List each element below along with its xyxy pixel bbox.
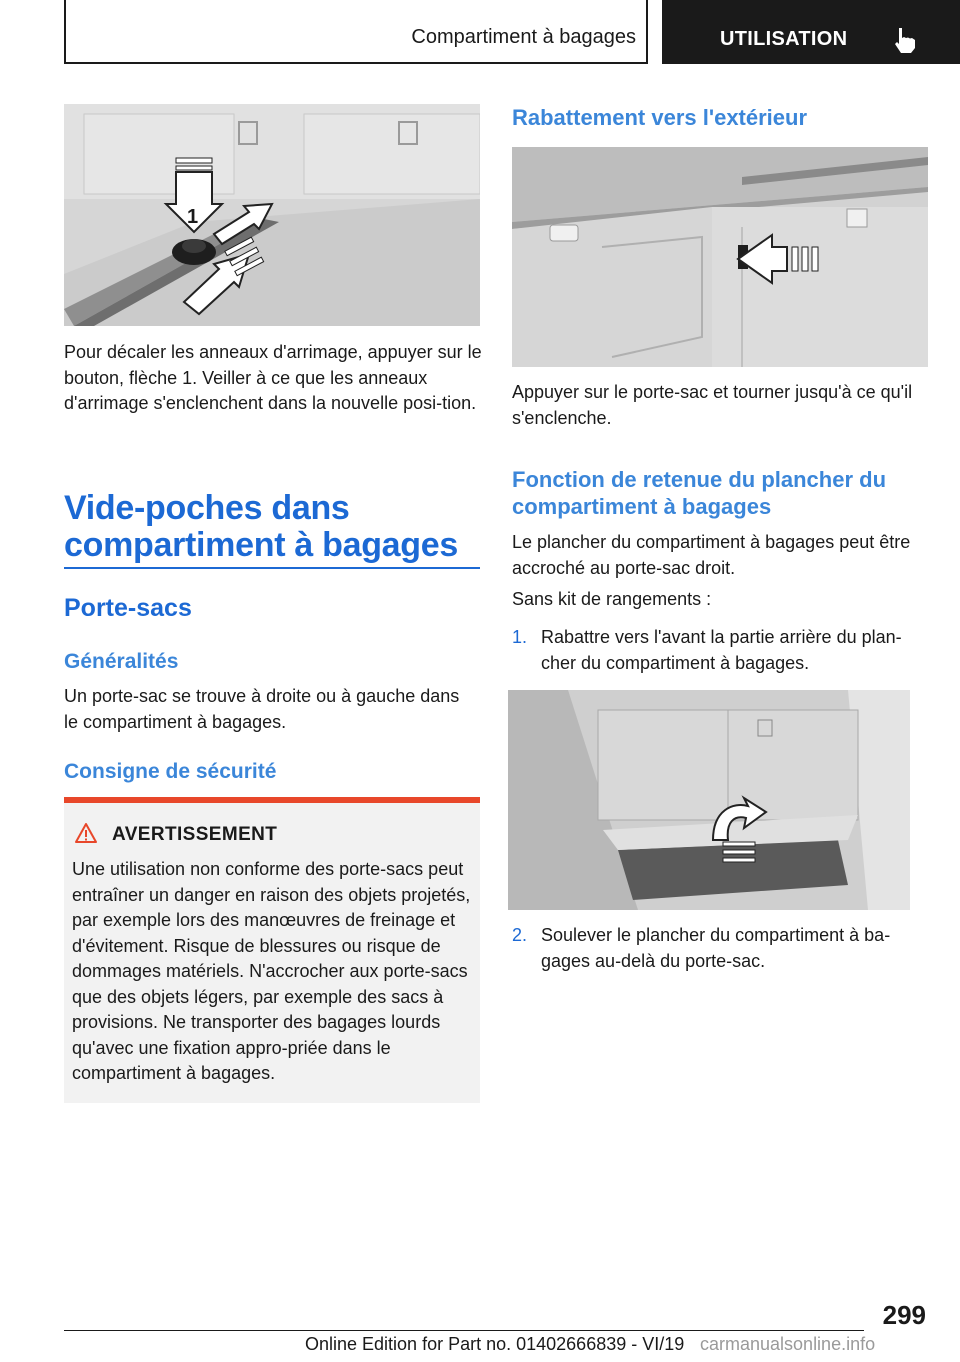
warning-triangle-icon	[74, 822, 98, 844]
figure-callout: 1	[187, 206, 199, 228]
bag-hook-photo	[512, 147, 928, 367]
subheading-porte-sacs: Porte-sacs	[64, 594, 192, 622]
step-2-number: 2.	[512, 925, 528, 945]
warning-title: AVERTISSEMENT	[112, 824, 278, 845]
page-number: 299	[882, 1300, 926, 1330]
step-1-number: 1.	[512, 627, 528, 647]
edition-text: Online Edition for Part no. 01402666839 - VI/19	[305, 1334, 685, 1354]
safety-title: Consigne de sécurité	[64, 760, 277, 783]
warning-bar	[64, 797, 480, 803]
heading-rule	[64, 567, 480, 569]
luggage-floor-photo	[508, 690, 910, 910]
main-heading: Vide-poches dans compartiment à bagages	[64, 489, 458, 564]
chapter-tab-label: UTILISATION	[720, 28, 848, 50]
footer-rule	[64, 1330, 864, 1331]
section-title: Compartiment à bagages	[411, 26, 636, 48]
generalites-title: Généralités	[64, 650, 179, 673]
fold-out-text: Appuyer sur le porte-sac et tourner jusqu'à ce qu'il s'enclenche.	[512, 382, 913, 428]
fold-out-title: Rabattement vers l'extérieur	[512, 105, 808, 130]
anchoring-rings-photo	[64, 104, 480, 326]
generalites-text: Un porte-sac se trouve à droite ou à gauche dans le compartiment à bagages.	[64, 686, 460, 732]
warning-text: Une utilisation non conforme des porte-sacs peut entraîner un danger en raison des objets projetés, par exemple lors des manœuvres de freinage et d'évitement. Risque de blessures ou risque de dommages matériels. N'accrocher aux porte-sacs que des objets légers, par exemple des sacs à provisions. Ne transporter des bagages lourds qu'avec une fixation appro-priée dans le compartiment à bagages.	[72, 859, 471, 1083]
retention-title: Fonction de retenue du plancher du compartiment à bagages	[512, 467, 887, 519]
watermark: carmanualsonline.info	[700, 1334, 876, 1354]
step-1-text: Rabattre vers l'avant la partie arrière du plan-cher du compartiment à bagages.	[541, 627, 902, 673]
photo-caption: Pour décaler les anneaux d'arrimage, appuyer sur le bouton, flèche 1. Veiller à ce que les anneaux d'arrimage s'enclenchent dans la nouvelle posi-tion.	[64, 342, 482, 413]
retention-text: Le plancher du compartiment à bagages peut être accroché au porte-sac droit.	[512, 532, 911, 578]
step-2-text: Soulever le plancher du compartiment à ba-gages au-delà du porte-sac.	[541, 925, 891, 971]
no-kit-text: Sans kit de rangements :	[512, 589, 712, 609]
pointing-hand-icon	[893, 26, 919, 54]
